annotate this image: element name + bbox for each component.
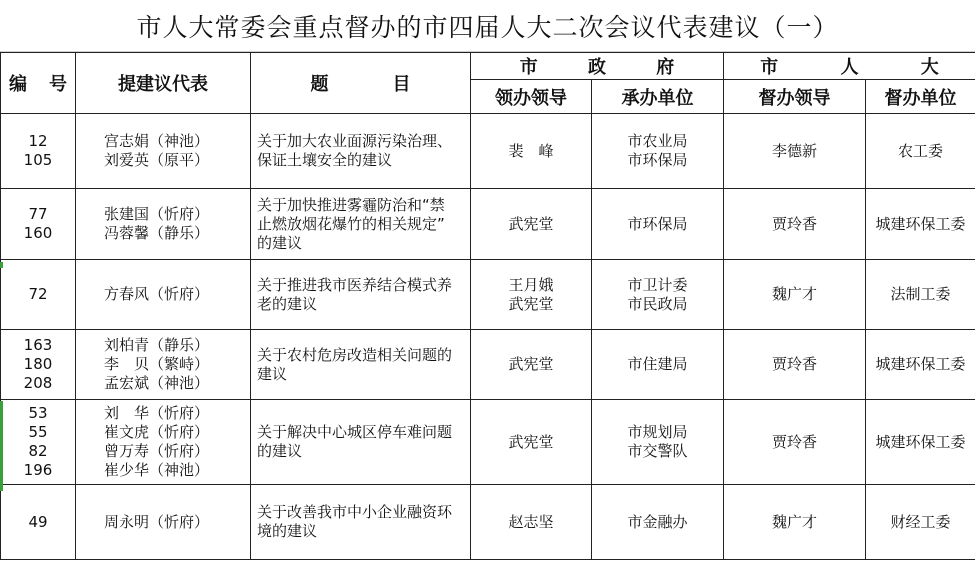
number-cell-line: 160 xyxy=(23,224,53,242)
table-row xyxy=(1,485,975,560)
npc-leader-cell: 魏广才 xyxy=(724,485,866,560)
header-gov-group xyxy=(471,53,724,80)
topic-cell xyxy=(251,400,471,485)
header-npc-group xyxy=(724,53,975,80)
number-cell-line: 82 xyxy=(28,442,48,460)
gov-unit-cell xyxy=(592,260,724,330)
table-row xyxy=(1,330,975,400)
number-cell-line: 55 xyxy=(28,423,48,441)
representative-cell xyxy=(76,400,251,485)
gov-leader-cell-line: 王月娥 xyxy=(508,275,554,294)
topic-cell xyxy=(251,260,471,330)
number-cell xyxy=(1,189,76,260)
header-number-right: 号 xyxy=(49,74,67,95)
gov-leader-cell-line: 赵志坚 xyxy=(508,512,554,531)
topic-cell-line: 的建议 xyxy=(257,233,303,252)
gov-unit-cell xyxy=(592,189,724,260)
number-cell-line: 49 xyxy=(28,512,48,531)
page-title: 市人大常委会重点督办的市四届人大二次会议代表建议（一） xyxy=(0,0,975,52)
gov-unit-cell xyxy=(592,485,724,560)
npc-unit-cell: 法制工委 xyxy=(866,260,975,330)
npc-unit-cell: 城建环保工委 xyxy=(866,330,975,400)
row-marker xyxy=(0,262,3,268)
number-cell-line: 196 xyxy=(23,461,53,479)
representative-cell-line: 刘 华（忻府） xyxy=(104,404,210,422)
number-cell-line: 208 xyxy=(23,374,53,392)
representative-cell-line: 方春风（忻府） xyxy=(104,285,210,303)
number-cell xyxy=(1,485,76,560)
representative-cell xyxy=(76,189,251,260)
npc-leader-cell: 李德新 xyxy=(724,114,866,189)
gov-leader-cell xyxy=(471,400,592,485)
npc-leader-cell: 贾玲香 xyxy=(724,330,866,400)
representative-cell-line: 崔少华（神池） xyxy=(104,461,210,479)
number-cell xyxy=(1,260,76,330)
header-npc-unit: 督办单位 xyxy=(866,80,975,114)
topic-cell xyxy=(251,114,471,189)
topic-cell-line: 止燃放烟花爆竹的相关规定” xyxy=(257,214,445,233)
header-gov-leader: 领办领导 xyxy=(471,80,592,114)
topic-cell xyxy=(251,485,471,560)
gov-leader-cell-line: 武宪堂 xyxy=(508,432,554,451)
representative-cell xyxy=(76,260,251,330)
npc-unit-cell: 农工委 xyxy=(866,114,975,189)
representative-cell-line: 刘柏青（静乐） xyxy=(104,336,210,354)
representative-cell-line: 孟宏斌（神池） xyxy=(104,374,210,392)
table-row xyxy=(1,400,975,485)
representative-cell xyxy=(76,330,251,400)
topic-cell-line: 关于推进我市医养结合模式养 xyxy=(257,275,453,294)
table-row xyxy=(1,260,975,330)
row-marker xyxy=(0,401,3,491)
gov-leader-cell-line: 武宪堂 xyxy=(508,355,554,373)
topic-cell-line: 老的建议 xyxy=(257,294,318,313)
topic-cell-line: 关于加快推进雾霾防治和“禁 xyxy=(257,195,445,214)
gov-leader-cell-line: 武宪堂 xyxy=(508,294,554,313)
npc-leader-cell: 魏广才 xyxy=(724,260,866,330)
table-header xyxy=(1,53,975,114)
header-npc-group-label: 市 人 大 xyxy=(760,57,967,78)
table-row xyxy=(1,114,975,189)
topic-cell-line: 关于农村危房改造相关问题的 xyxy=(257,345,453,364)
npc-unit-cell: 城建环保工委 xyxy=(866,400,975,485)
topic-cell-line: 建议 xyxy=(257,364,288,383)
number-cell-line: 105 xyxy=(23,151,53,169)
gov-unit-cell xyxy=(592,114,724,189)
table-body xyxy=(1,114,975,560)
npc-unit-cell: 城建环保工委 xyxy=(866,189,975,260)
topic-cell xyxy=(251,189,471,260)
header-representative: 提建议代表 xyxy=(76,53,251,114)
gov-unit-cell-line: 市交警队 xyxy=(627,442,688,460)
representative-cell xyxy=(76,114,251,189)
number-cell-line: 12 xyxy=(28,132,48,150)
gov-leader-cell xyxy=(471,485,592,560)
representative-cell-line: 宫志娟（神池） xyxy=(104,132,210,150)
representative-cell-line: 刘爱英（原平） xyxy=(104,151,210,169)
representative-cell-line: 周永明（忻府） xyxy=(104,512,210,531)
gov-leader-cell xyxy=(471,260,592,330)
table-row xyxy=(1,189,975,260)
header-gov-group-label: 市 政 府 xyxy=(519,57,697,78)
representative-cell-line: 曾万寿（忻府） xyxy=(104,442,210,460)
representative-cell xyxy=(76,485,251,560)
gov-leader-cell-line: 武宪堂 xyxy=(508,214,554,233)
npc-leader-cell: 贾玲香 xyxy=(724,189,866,260)
number-cell xyxy=(1,400,76,485)
gov-leader-cell xyxy=(471,189,592,260)
gov-leader-cell xyxy=(471,330,592,400)
number-cell xyxy=(1,114,76,189)
gov-unit-cell-line: 市金融办 xyxy=(627,512,688,531)
topic-cell-line: 境的建议 xyxy=(257,522,318,540)
gov-unit-cell xyxy=(592,330,724,400)
number-cell-line: 72 xyxy=(28,285,48,303)
header-topic-left: 题 xyxy=(310,74,329,95)
representative-cell-line: 李 贝（繁峙） xyxy=(104,355,210,373)
header-number xyxy=(1,53,76,114)
gov-unit-cell-line: 市卫计委 xyxy=(627,275,688,294)
gov-unit-cell-line: 市农业局 xyxy=(627,132,688,150)
header-topic-right: 目 xyxy=(392,74,411,95)
npc-leader-cell: 贾玲香 xyxy=(724,400,866,485)
gov-unit-cell xyxy=(592,400,724,485)
gov-unit-cell-line: 市环保局 xyxy=(627,214,688,233)
number-cell xyxy=(1,330,76,400)
gov-unit-cell-line: 市民政局 xyxy=(627,294,688,313)
header-number-left: 编 xyxy=(9,74,27,95)
header-topic xyxy=(251,53,471,114)
number-cell-line: 180 xyxy=(23,355,53,373)
topic-cell-line: 的建议 xyxy=(257,442,303,460)
gov-unit-cell-line: 市住建局 xyxy=(627,355,688,373)
header-gov-unit: 承办单位 xyxy=(592,80,724,114)
topic-cell-line: 保证土壤安全的建议 xyxy=(257,151,393,169)
npc-unit-cell: 财经工委 xyxy=(866,485,975,560)
representative-cell-line: 张建国（忻府） xyxy=(104,205,210,223)
topic-cell xyxy=(251,330,471,400)
number-cell-line: 53 xyxy=(28,404,48,422)
proposal-table xyxy=(0,52,975,560)
number-cell-line: 77 xyxy=(28,205,48,223)
topic-cell-line: 关于加大农业面源污染治理、 xyxy=(257,132,453,150)
number-cell-line: 163 xyxy=(23,336,53,354)
topic-cell-line: 关于解决中心城区停车难问题 xyxy=(257,423,453,441)
gov-leader-cell-line: 裴 峰 xyxy=(508,141,554,160)
representative-cell-line: 崔文虎（忻府） xyxy=(104,423,210,441)
representative-cell-line: 冯蓉馨（静乐） xyxy=(104,224,210,242)
gov-unit-cell-line: 市环保局 xyxy=(627,151,688,169)
gov-leader-cell xyxy=(471,114,592,189)
gov-unit-cell-line: 市规划局 xyxy=(627,423,688,441)
header-npc-leader: 督办领导 xyxy=(724,80,866,114)
topic-cell-line: 关于改善我市中小企业融资环 xyxy=(257,503,453,521)
